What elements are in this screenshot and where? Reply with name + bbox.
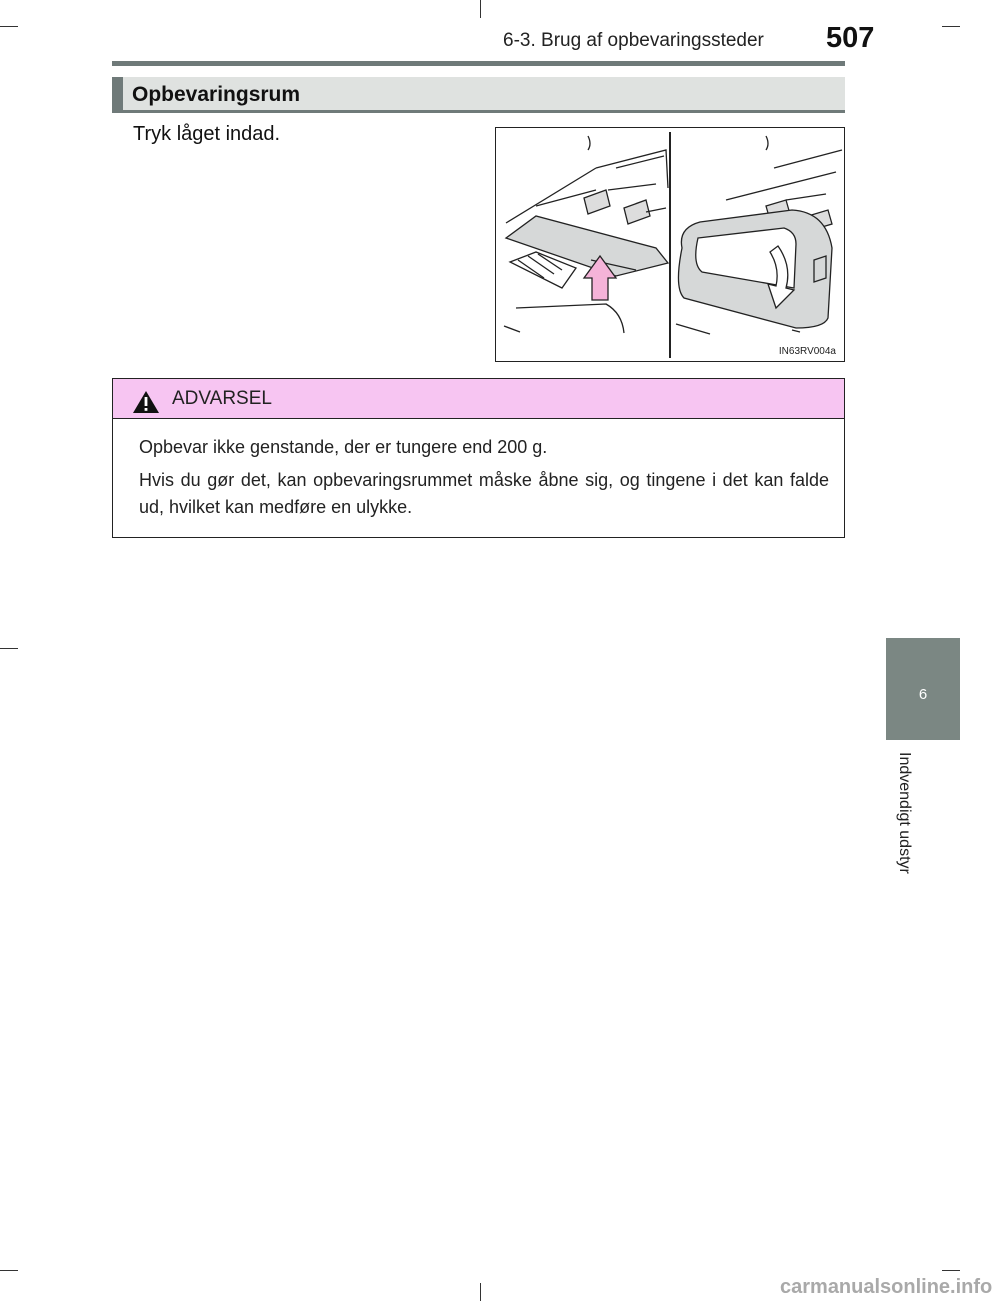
chapter-label: Indvendigt udstyr [896,752,913,874]
chapter-number: 6 [918,686,928,703]
crop-mark [0,1270,18,1271]
illustration-drawing [496,128,844,361]
warning-triangle-icon [132,390,160,414]
illustration-code: IN63RV004a [778,346,836,357]
crop-mark [480,1283,481,1301]
chapter-tab [886,638,960,740]
page-number: 507 [826,22,875,54]
crop-mark [942,1270,960,1271]
warning-box [112,378,845,538]
crop-mark [0,26,18,27]
warning-body [139,434,829,527]
crop-mark [942,26,960,27]
section-heading-bar [112,77,845,113]
instruction-text: Tryk låget indad. [133,123,281,145]
section-accent [112,77,123,110]
header-rule [112,61,845,66]
warning-paragraph: Opbevar ikke genstande, der er tungere end 200 g. [139,437,548,457]
header-section-title: 6-3. Brug af opbevaringssteder [503,30,764,51]
warning-title: ADVARSEL [172,388,272,409]
section-title: Opbevaringsrum [132,83,301,106]
storage-compartment-illustration [495,127,845,362]
crop-mark [480,0,481,18]
warning-paragraph: Hvis du gør det, kan opbevaringsrummet måske åbne sig, og tingene i det kan falde ud, hvilket kan medføre en ulykke. [139,470,829,517]
warning-header [113,379,844,419]
crop-mark [0,648,18,649]
watermark-text: carmanualsonline.info [780,1276,992,1298]
